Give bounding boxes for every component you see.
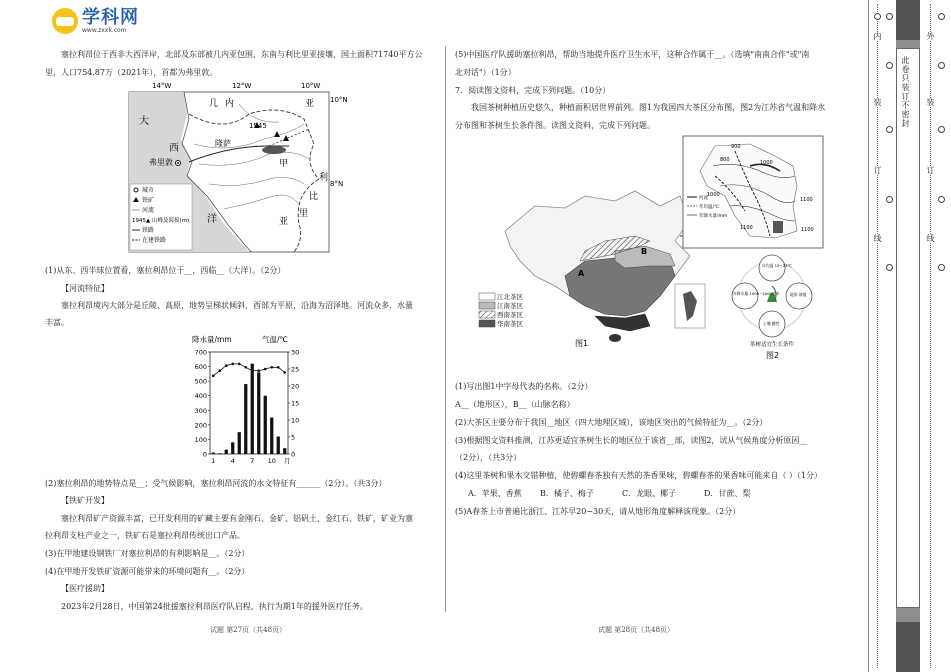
precip-bar [251, 364, 254, 454]
river-text-1: 塞拉利昂境内大部分是丘陵、高原，地势呈梯状倾斜，西部为平原，沿海为沼泽地。河流众多，水量 [61, 301, 413, 310]
temperature-point [264, 368, 267, 371]
binding-hole-icon [886, 13, 893, 20]
binding-strip-top [896, 0, 920, 40]
intro-line-1: 塞拉利昂位于西非大西洋岸，北部及东部被几内亚包围，东南与利比里亚接壤，国土面积71740平方公 [61, 50, 423, 59]
precip-bar [231, 442, 234, 454]
map-label-li: 利 [319, 173, 329, 183]
intro-line-2: 里，人口754.87万（2021年），首都为弗里敦。 [45, 68, 218, 77]
precip-bar [225, 450, 228, 454]
answer-options [468, 487, 848, 500]
left-tick-label: 400 [194, 392, 207, 401]
binding-notice: 此卷只装订不密封 [901, 56, 910, 128]
map-label-longsa: 隆萨 [215, 139, 231, 148]
sub-question-2: (2)大茶区主要分布于我国__地区（四大地理区域），该地区突出的气候特征为__。（2分） [455, 418, 768, 427]
binding-hole-icon [938, 13, 945, 20]
right-tick-label: 15 [291, 399, 300, 408]
x-tick-label: 10 [267, 457, 276, 465]
tea-legend-4: 华南茶区 [497, 320, 523, 328]
iron-text-1: 塞拉利昂矿产资源丰富，已开发利用的矿藏主要有金刚石、金矿、铝矾土、金红石、铁矿，矿业为塞 [61, 514, 413, 523]
iso-5: 1100 [801, 227, 814, 233]
right-tick-label: 30 [291, 348, 300, 357]
sierra-leone-map [129, 82, 348, 254]
precip-bar [244, 384, 247, 454]
logo-cap-icon [52, 8, 78, 34]
map-label-jia: 甲 [279, 159, 289, 169]
left-tick-label: 300 [194, 406, 207, 415]
heading-medical: 【医疗援助】 [61, 584, 109, 593]
legend-iron: 铁矿 [142, 197, 155, 204]
q7-text-2: 分布图和茶树生长条件图。读图文资料，完成下列问题。 [455, 121, 655, 130]
question-5-cont: 北对话"）（1分） [455, 68, 516, 77]
precip-bar [212, 453, 215, 454]
binding-label-outer: 外 [926, 32, 935, 41]
heading-river: 【河流特征】 [61, 284, 109, 293]
map-lon-3: 10°W [301, 82, 321, 90]
map-label-da: 大 [139, 116, 149, 127]
option-c[interactable]: C．龙眼、椰子 [622, 489, 677, 498]
inset-legend-temp: 年均温/℃ [699, 205, 720, 210]
cond-right: 地形 坡地 [790, 292, 807, 297]
left-tick-label: 0 [202, 450, 207, 459]
q7-text-1: 我国茶树种植历史悠久，种植面积居世界前列。图1为我国四大茶区分布图，图2为江苏省气温和降水 [471, 103, 826, 112]
right-tick-label: 25 [291, 365, 300, 374]
x-tick-label: 4 [230, 457, 235, 465]
sub-question-1b: A__（地形区），B__（山脉名称） [455, 400, 575, 409]
binding-hole-icon [886, 126, 893, 133]
inset-legend-precip: 年降水量/mm [699, 214, 728, 219]
map-label-yang: 洋 [207, 214, 217, 225]
binding-hole-icon [938, 62, 945, 69]
map-label-city: 弗里敦 [149, 158, 173, 167]
precip-bar [270, 418, 273, 454]
map-label-xi: 西 [169, 143, 179, 154]
precip-bar [283, 448, 286, 454]
right-tick-label: 20 [291, 382, 300, 391]
sub-question-5: (5)A春茶上市普遍比浙江、江苏早20~30天，请从地形角度解释该现象。（2分） [455, 507, 741, 516]
binding-hole-icon [874, 13, 881, 20]
iso-7: 1000 [707, 192, 720, 198]
question-1: (1)从东、西半球位置看，塞拉利昂位于__，西临__（大洋）。（2分） [45, 266, 286, 275]
map-lat-1: 10°N [330, 96, 348, 104]
iso-3: 1000 [760, 160, 773, 166]
cond-left: 年降水量 1000~2000毫米 [733, 291, 780, 296]
legend-rail: 铁路 [142, 227, 155, 234]
chart-ylabel-left: 降水量/mm [192, 335, 232, 344]
question-3: (3)在甲地建设钢铁厂对塞拉利昂的有利影响是__。（2分） [45, 549, 250, 558]
binding-label-xian-outer: 线 [926, 234, 935, 243]
sub-question-4: (4)这里茶树和果木交错种植，使碧螺春茶独有天然的茶香果味，碧螺春茶的果香味可能来自（ ）（1分） [455, 471, 822, 480]
tea-legend-1: 江北茶区 [497, 293, 523, 301]
x-axis-unit: 月 [284, 457, 291, 465]
chart-ylabel-right: 气温/℃ [262, 335, 288, 344]
tea-legend-3: 西南茶区 [497, 311, 523, 319]
label-a: A [578, 269, 585, 278]
iso-4: 1100 [800, 197, 813, 203]
figure-1-caption: 图1 [575, 339, 589, 348]
binding-hole-icon [938, 264, 945, 271]
sub-question-3b: （2分），（共3分） [455, 453, 522, 462]
temperature-point [257, 369, 260, 372]
legend-river: 河流 [142, 207, 155, 214]
right-tick-label: 10 [291, 416, 300, 425]
map-lon-2: 12°W [232, 82, 252, 90]
question-7: 7．阅读图文资料，完成下列问题。（10分） [455, 86, 611, 95]
precip-bar [257, 372, 260, 454]
iso-2: 800 [720, 157, 730, 163]
tea-regions-figure [475, 136, 835, 368]
temperature-point [225, 364, 228, 367]
map-label-peak: 1945 [249, 122, 267, 130]
option-b[interactable]: B．橘子、梅子 [540, 489, 594, 498]
temperature-line [213, 364, 285, 376]
map-label-nei: 内 [225, 99, 235, 109]
climate-chart [190, 332, 310, 472]
sub-question-1: (1)写出图1中字母代表的名称。（2分） [455, 382, 593, 391]
footer-page-27: 试题 第27页（共48页） [210, 626, 287, 634]
map-label-li2: 里 [299, 209, 309, 219]
precip-bar [264, 396, 267, 454]
river-text-2: 丰富。 [45, 318, 69, 327]
binding-center-box [896, 48, 920, 608]
left-tick-label: 200 [194, 421, 207, 430]
temperature-point [244, 366, 247, 369]
logo-name: 学科网 [82, 6, 139, 28]
temperature-point [238, 363, 241, 366]
x-tick-label: 1 [211, 457, 216, 465]
legend-city: 城市 [142, 187, 155, 194]
temperature-point [212, 375, 215, 378]
tea-legend-2: 江南茶区 [497, 302, 523, 310]
binding-hole-icon [938, 196, 945, 203]
iso-6: 1100 [740, 225, 753, 231]
label-b: B [641, 247, 648, 256]
left-tick-label: 600 [194, 363, 207, 372]
binding-label-ding-outer: 订 [926, 166, 935, 175]
footer-page-28: 试题 第28页（共48页） [598, 626, 675, 634]
sub-question-3: (3)根据图文资料推测，江苏更适宜茶树生长的地区位于该省__部，读图2，试从气候角度分析原因__ [455, 436, 808, 445]
question-2: (2)塞拉利昂的地势特点是__；受气候影响，塞拉利昂河流的水文特征有______（2分）。（共3分） [45, 479, 387, 488]
heading-iron: 【铁矿开发】 [61, 496, 109, 505]
map-label-ya: 亚 [305, 99, 315, 109]
map-label-ya2: 亚 [279, 217, 289, 227]
precip-bar [218, 453, 221, 454]
right-tick-label: 0 [291, 450, 296, 459]
map-lat-2: 8°N [330, 180, 344, 188]
binding-hole-icon [886, 62, 893, 69]
legend-rail-construction: 在建铁路 [142, 237, 167, 244]
column-divider [445, 46, 446, 612]
logo [52, 8, 139, 34]
inset-legend-river: 河流 [699, 196, 708, 201]
binding-label-zhuang-outer: 装 [926, 98, 935, 107]
question-5: (5)中国医疗队援助塞拉利昂，帮助当地提升医疗卫生水平，这种合作属于__。（选填"南南合作"或"南 [455, 50, 810, 59]
binding-strip-bottom [896, 622, 920, 672]
map-lon-1: 14°W [152, 82, 172, 90]
legend-peak: 1945▲ 山峰及海拔(m) [132, 218, 190, 224]
binding-hole-icon [886, 196, 893, 203]
map-label-bi: 比 [309, 192, 319, 202]
question-4: (4)在甲地开发铁矿资源可能带来的环境问题有__。（2分） [45, 567, 250, 576]
temperature-point [218, 369, 221, 372]
binding-label-xian-inner: 线 [873, 234, 882, 243]
right-tick-label: 5 [291, 433, 296, 442]
precip-bar [238, 432, 241, 454]
temperature-point [283, 371, 286, 374]
temperature-point [231, 363, 234, 366]
x-tick-label: 7 [250, 457, 255, 465]
medical-text: 2023年2月28日，中国第24批援塞拉利昂医疗队启程，执行为期1年的援外医疗任务。 [61, 602, 368, 611]
figure-2-caption: 图2 [766, 351, 780, 360]
binding-label-ding-inner: 订 [873, 166, 882, 175]
iron-text-2: 拉利昂支柱产业之一，铁矿石是塞拉利昂传统出口产品。 [45, 531, 245, 540]
precip-bar [277, 437, 280, 454]
iso-1: 900 [731, 144, 741, 150]
cond-caption: 茶树适宜生长条件 [750, 342, 795, 348]
option-a[interactable]: A．苹果、香蕉 [468, 489, 522, 498]
cond-bottom: 土壤 酸性 [763, 321, 780, 326]
logo-url: www.zxxk.com [82, 26, 127, 34]
binding-hole-icon [886, 264, 893, 271]
map-label-ji: 几 [209, 99, 219, 109]
temperature-point [251, 369, 254, 372]
left-tick-label: 100 [194, 435, 207, 444]
cond-top: 年均温 15~23℃ [762, 263, 792, 268]
binding-label-inner: 内 [873, 32, 882, 41]
binding-label-zhuang-inner: 装 [873, 98, 882, 107]
temperature-point [277, 366, 280, 369]
left-tick-label: 700 [194, 348, 207, 357]
temperature-point [270, 366, 273, 369]
left-tick-label: 500 [194, 377, 207, 386]
binding-hole-icon [938, 126, 945, 133]
option-d[interactable]: D．甘蔗、梨 [704, 489, 751, 498]
